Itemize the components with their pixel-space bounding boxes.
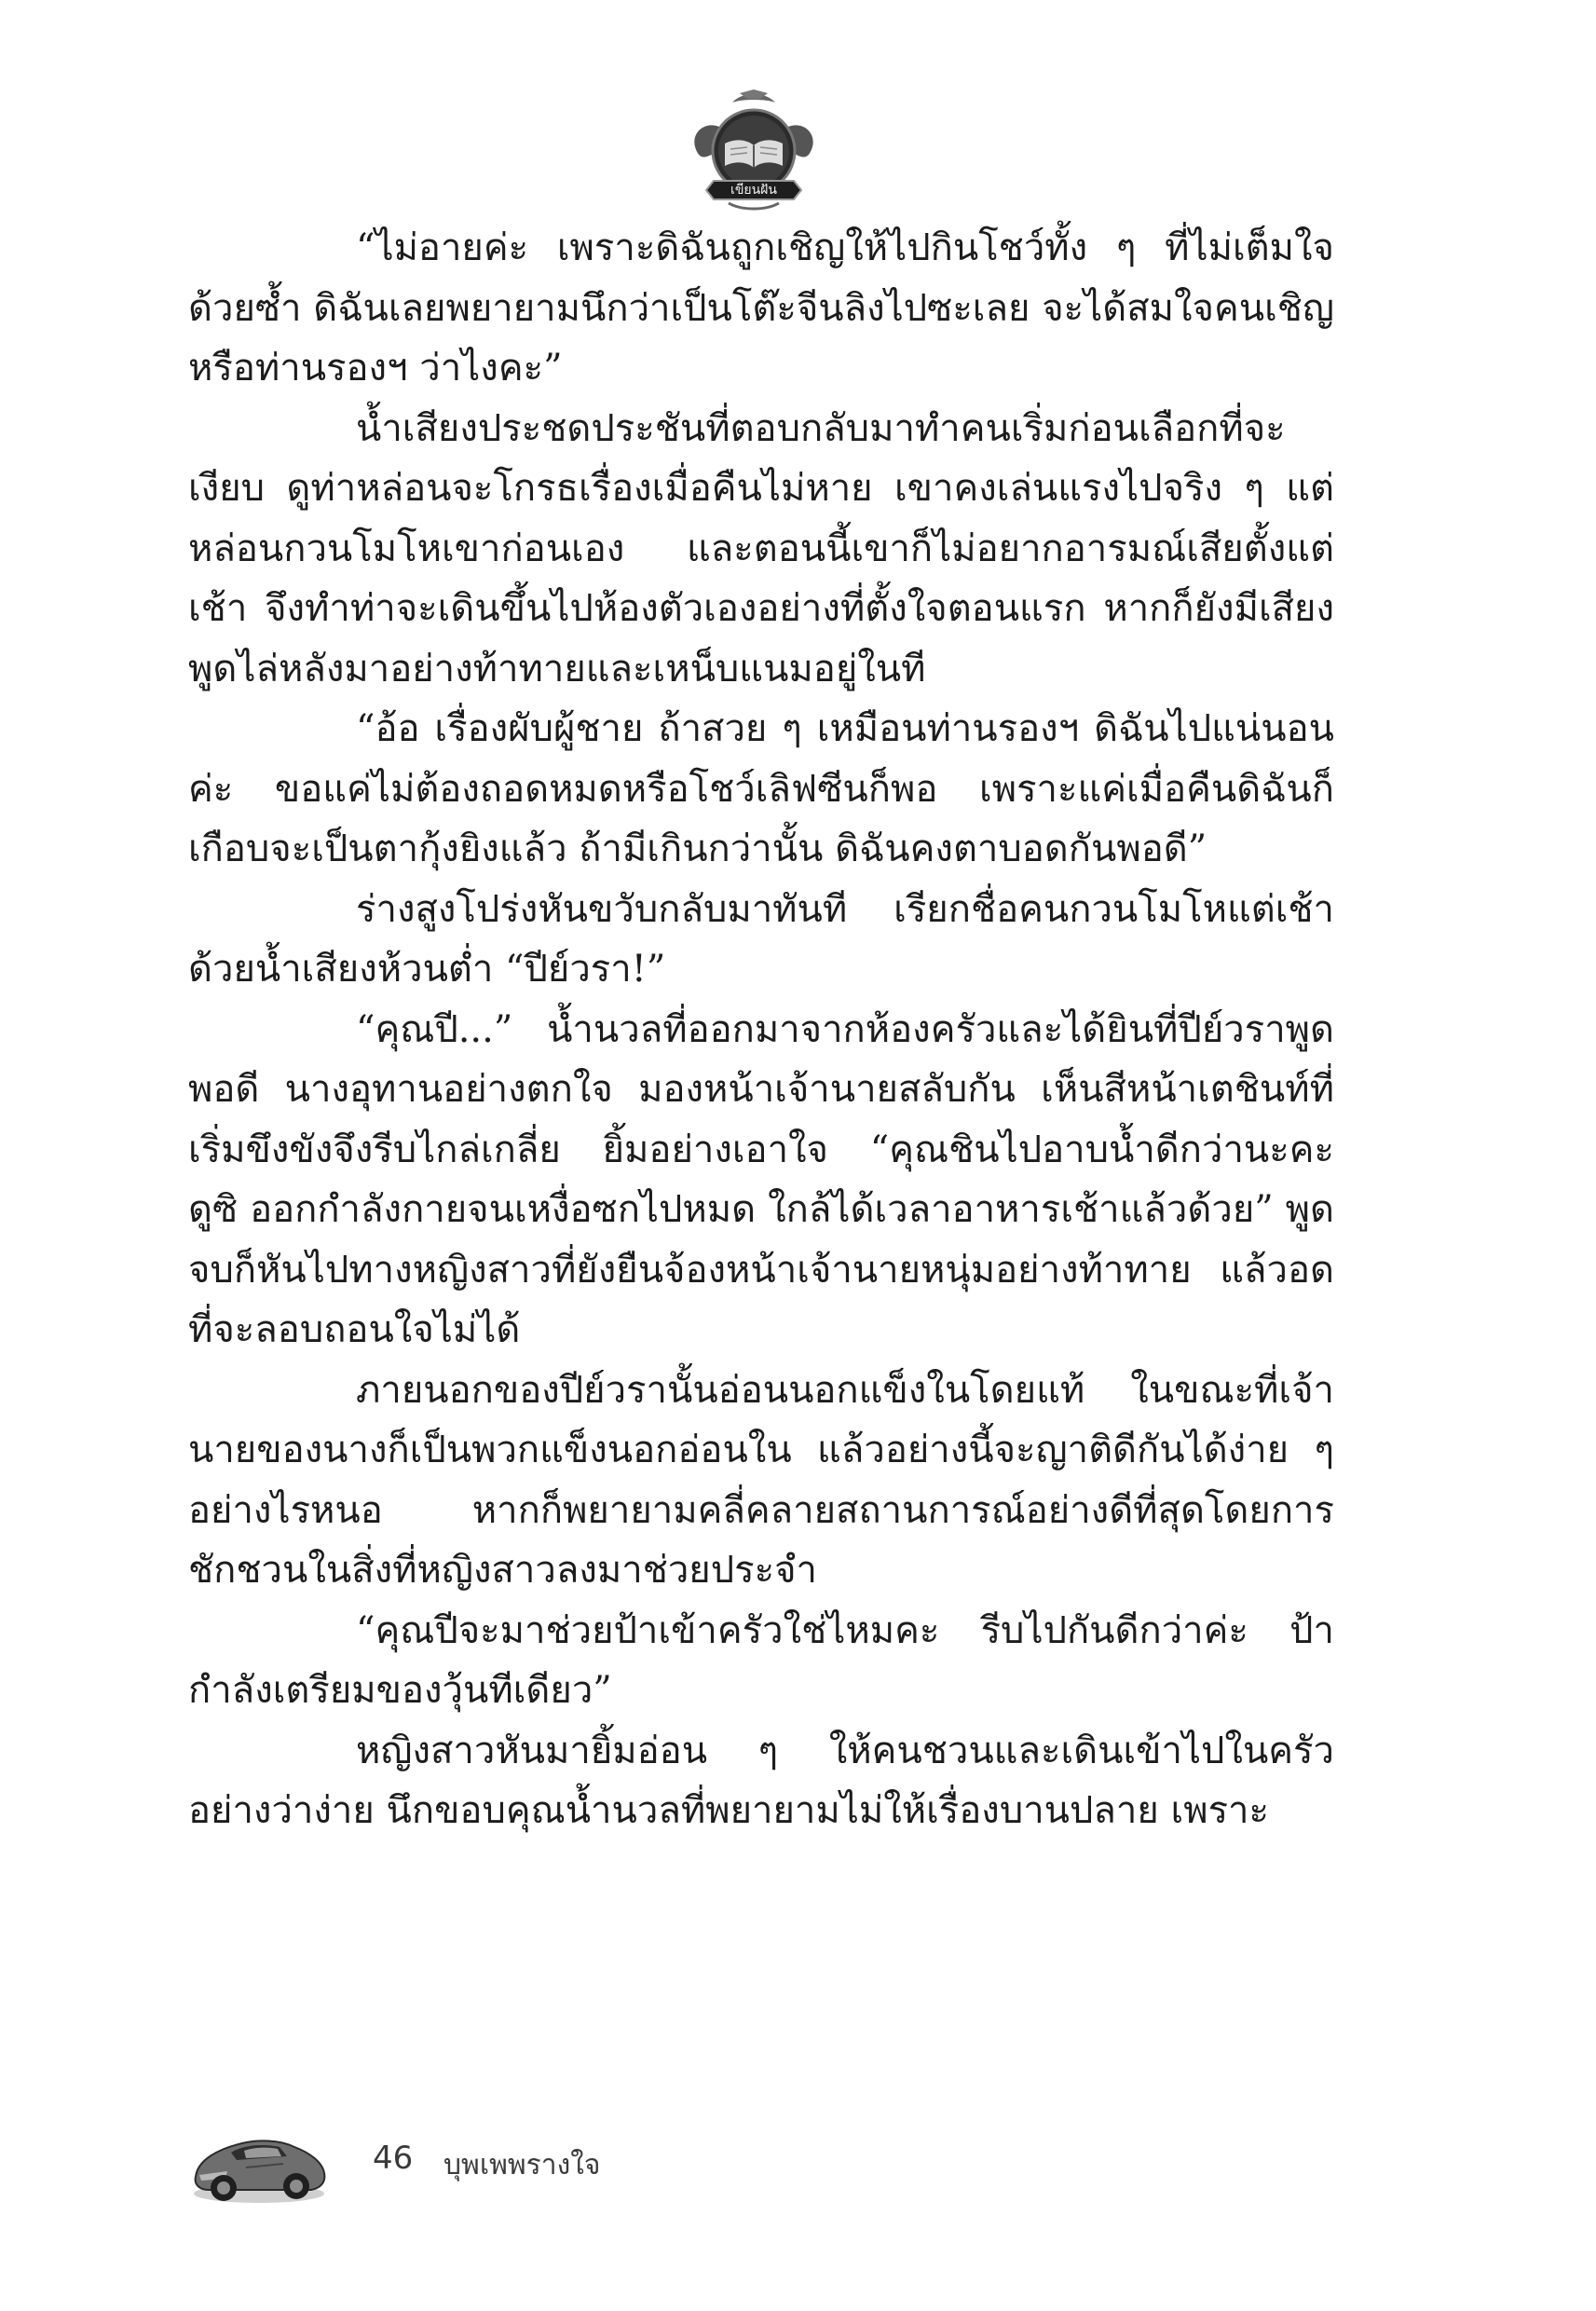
paragraph: น้ำเสียงประชดประชันที่ตอบกลับมาทำคนเริ่มก่อนเลือกที่จะเงียบ ดูท่าหล่อนจะโกรธเรื่องเมื่อคืนไม่หาย เขาคงเล่นแรงไปจริง ๆ แต่หล่อนกวนโมโหเขาก่อนเอง และตอนนี้เขาก็ไม่อยากอารมณ์เสียตั้งแต่เช้า จึงทำท่าจะเดินขึ้นไปห้องตัวเองอย่างที่ตั้งใจตอนแรก หากก็ยังมีเสียงพูดไล่หลังมาอย่างท้าทายและเหน็บแนมอยู่ในที	[188, 406, 1334, 691]
page-footer	[190, 2115, 749, 2227]
sports-car-icon	[190, 2115, 328, 2208]
paragraph: “คุณปี...” น้ำนวลที่ออกมาจากห้องครัวและได้ยินที่ปีย์วราพูดพอดี นางอุทานอย่างตกใจ มองหน้าเจ้านายสลับกัน เห็นสีหน้าเตชินท์ที่เริ่มขึงขังจึงรีบไกล่เกลี่ย ยิ้มอย่างเอาใจ “คุณชินไปอาบน้ำดีกว่านะคะ ดูซิ ออกกำลังกายจนเหงื่อซกไปหมด ใกล้ได้เวลาอาหารเช้าแล้วด้วย” พูดจบก็หันไปทางหญิงสาวที่ยังยืนจ้องหน้าเจ้านายหนุ่มอย่างท้าทาย แล้วอดที่จะลอบถอนใจไม่ได้	[188, 1007, 1334, 1351]
header-emblem	[686, 89, 822, 211]
page-number: 46	[373, 2140, 414, 2177]
paragraph: ร่างสูงโปร่งหันขวับกลับมาทันที เรียกชื่อคนกวนโมโหแต่เช้าด้วยน้ำเสียงห้วนต่ำ “ปีย์วรา!”	[188, 887, 1334, 991]
paragraph: “คุณปีจะมาช่วยป้าเข้าครัวใช่ไหมคะ รีบไปกันดีกว่าค่ะ ป้ากำลังเตรียมของวุ้นทีเดียว”	[188, 1608, 1334, 1712]
paragraph: ภายนอกของปีย์วรานั้นอ่อนนอกแข็งในโดยแท้ ในขณะที่เจ้านายของนางก็เป็นพวกแข็งนอกอ่อนใน แล้วอย่างนี้จะญาติดีกันได้ง่าย ๆ อย่างไรหนอ หากก็พยายามคลี่คลายสถานการณ์อย่างดีที่สุดโดยการชักชวนในสิ่งที่หญิงสาวลงมาช่วยประจำ	[188, 1368, 1334, 1592]
paragraph: “ไม่อายค่ะ เพราะดิฉันถูกเชิญให้ไปกินโชว์ทั้ง ๆ ที่ไม่เต็มใจด้วยซ้ำ ดิฉันเลยพยายามนึกว่าเป็นโต๊ะจีนลิงไปซะเลย จะได้สมใจคนเชิญ หรือท่านรองฯ ว่าไงคะ”	[188, 226, 1334, 390]
paragraph: หญิงสาวหันมายิ้มอ่อน ๆ ให้คนชวนและเดินเข้าไปในครัวอย่างว่าง่าย นึกขอบคุณน้ำนวลที่พยายามไม่ให้เรื่องบานปลาย เพราะ	[188, 1729, 1334, 1832]
body-text	[188, 218, 1334, 2082]
emblem-text: เขียนฝัน	[730, 183, 777, 198]
book-title: บุพเพพรางใจ	[443, 2149, 601, 2181]
paragraph: “อ้อ เรื่องผับผู้ชาย ถ้าสวย ๆ เหมือนท่านรองฯ ดิฉันไปแน่นอนค่ะ ขอแค่ไม่ต้องถอดหมดหรือโชว์เลิฟซีนก็พอ เพราะแค่เมื่อคืนดิฉันก็เกือบจะเป็นตากุ้งยิงแล้ว ถ้ามีเกินกว่านั้น ดิฉันคงตาบอดกันพอดี”	[188, 707, 1334, 870]
